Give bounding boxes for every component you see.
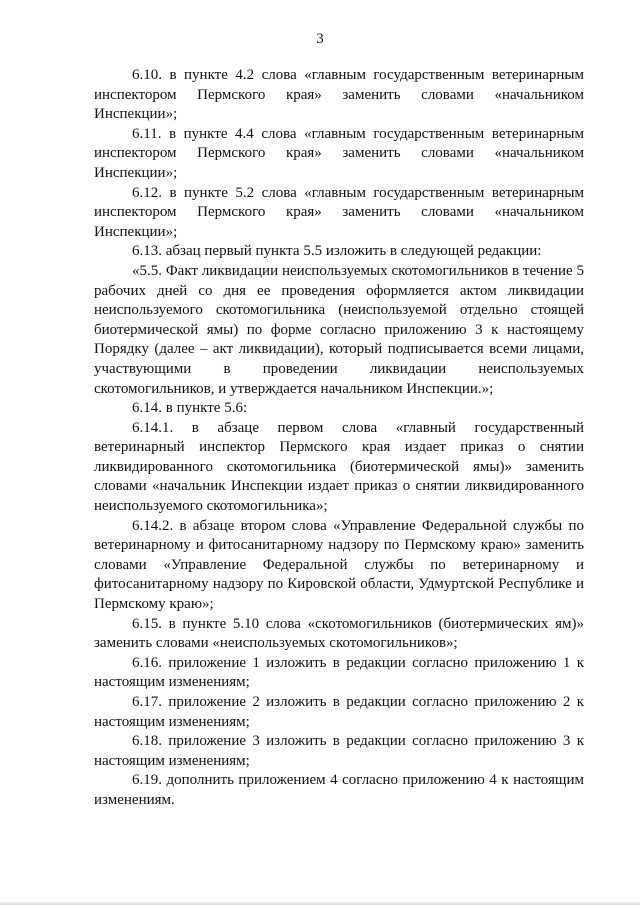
page-number: 3 xyxy=(316,31,324,47)
paragraph-6-15: 6.15. в пункте 5.10 слова «скотомогильников (биотермических ям)» заменить словами «неиспользуемых скотомогильников»; xyxy=(94,615,584,652)
paragraph-6-14-2: 6.14.2. в абзаце втором слова «Управление Федеральной службы по ветеринарному и фитосанитарному надзору по Пермскому краю» заменить словами «Управление Федеральной службы по ветеринарному и фитосанитарному надзору по Кировской области, Удмуртской Республике и Пермскому краю»; xyxy=(94,517,584,613)
paragraph-6-10: 6.10. в пункте 4.2 слова «главным государственным ветеринарным инспектором Пермского края» заменить словами «начальником Инспекции»; xyxy=(94,67,584,123)
paragraph-6-18: 6.18. приложение 3 изложить в редакции согласно приложению 3 к настоящим изменениям; xyxy=(94,733,584,769)
document-body xyxy=(94,66,584,811)
paragraph-5-5-quote: «5.5. Факт ликвидации неиспользуемых скотомогильников в течение 5 рабочих дней со дня ее проведения оформляется актом ликвидации неиспользуемого скотомогильника (неиспользуемой отдельно стоящей биотермической ямы) по форме согласно приложению 3 к настоящему Порядку (далее – акт ликвидации), который подписывается всеми лицами, участвующими в проведении ликвидации неиспользуемых скотомогильников, и утверждается начальником Инспекции.»; xyxy=(94,262,584,397)
paragraph-6-14-1: 6.14.1. в абзаце первом слова «главный государственный ветеринарный инспектор Пермского края издает приказ о снятии ликвидированного скотомогильника (биотермической ямы)» заменить словами «начальник Инспекции издает приказ о снятии ликвидированного неиспользуемого скотомогильника»; xyxy=(94,419,584,515)
paragraph-6-17: 6.17. приложение 2 изложить в редакции согласно приложению 2 к настоящим изменениям; xyxy=(94,694,584,730)
paragraph-6-14: 6.14. в пункте 5.6: xyxy=(132,400,248,417)
paragraph-6-12: 6.12. в пункте 5.2 слова «главным государственным ветеринарным инспектором Пермского края» заменить словами «начальником Инспекции»; xyxy=(94,184,584,240)
paragraph-6-11: 6.11. в пункте 4.4 слова «главным государственным ветеринарным инспектором Пермского края» заменить словами «начальником Инспекции»; xyxy=(94,125,584,181)
paragraph-6-19: 6.19. дополнить приложением 4 согласно приложению 4 к настоящим изменениям. xyxy=(94,772,584,808)
paragraph-6-13: 6.13. абзац первый пункта 5.5 изложить в следующей редакции: xyxy=(132,243,542,260)
paragraph-6-16: 6.16. приложение 1 изложить в редакции согласно приложению 1 к настоящим изменениям; xyxy=(94,654,584,691)
